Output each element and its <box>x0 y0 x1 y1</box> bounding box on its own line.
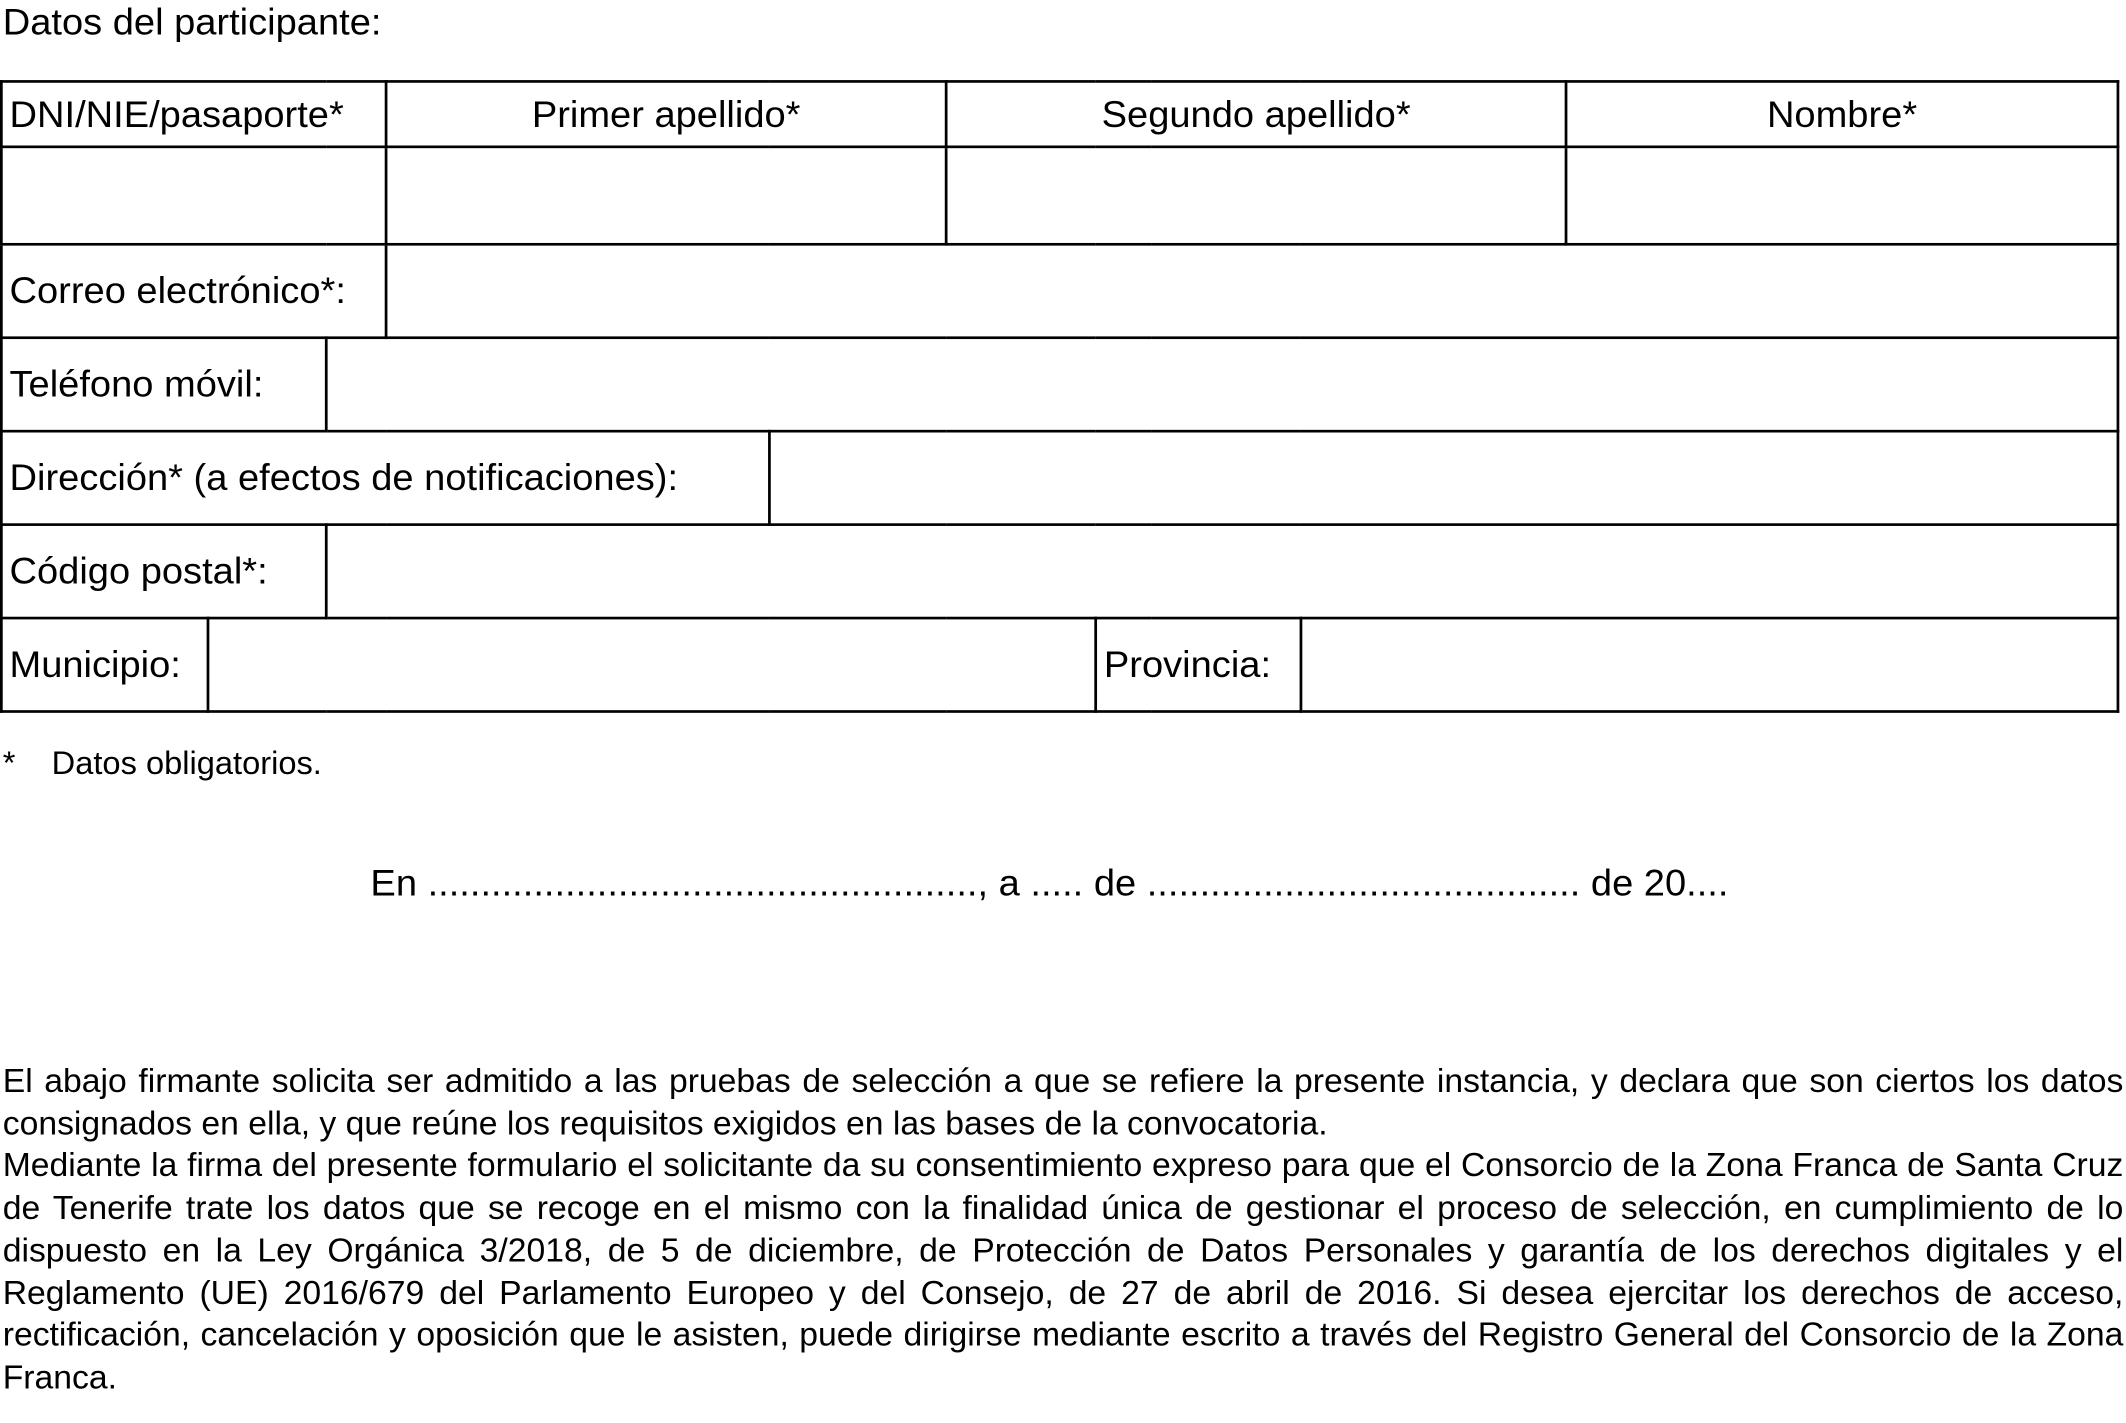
id-document-field[interactable] <box>1 147 386 244</box>
second-surname-field[interactable] <box>946 147 1566 244</box>
phone-label: Teléfono móvil: <box>1 338 326 431</box>
municipality-field[interactable] <box>208 618 1096 711</box>
address-field[interactable] <box>769 431 2118 524</box>
consent-paragraph: Mediante la firma del presente formulario el solicitante da su consentimiento expreso para que el Consorcio de la Zona Franca de Santa Cruz de Tenerife trate los datos que se recoge en el mismo con la finalidad única de gestionar el proceso de selección, en cumplimiento de lo dispuesto en la Ley Orgánica 3/2018, de 5 de diciembre, de Protección de Datos Personales y garantía de los derechos digitales y el Reglamento (UE) 2016/679 del Parlamento Europeo y del Consejo, de 27 de abril de 2016. Si desea ejercitar los derechos de acceso, rectificación, cancelación y oposición que le asisten, puede dirigirse mediante escrito a través del Registro General del Consorcio de la Zona Franca. <box>2 1148 2124 1397</box>
email-field[interactable] <box>386 244 2118 337</box>
participant-data-table <box>0 80 2119 713</box>
mandatory-note-text: Datos obligatorios. <box>51 746 322 783</box>
name-field[interactable] <box>1566 147 2118 244</box>
municipality-label: Municipio: <box>1 618 208 711</box>
address-label: Dirección* (a efectos de notificaciones): <box>1 431 769 524</box>
province-field[interactable] <box>1301 618 2118 711</box>
declaration-text <box>3 1061 2124 1400</box>
postal-code-field[interactable] <box>326 525 2118 618</box>
header-second-surname: Segundo apellido* <box>946 81 1566 146</box>
phone-field[interactable] <box>326 338 2118 431</box>
mandatory-asterisk: * <box>2 746 16 783</box>
place-date-line: En ...................................................., a ..... de ......................................... de 20.... <box>370 862 1729 904</box>
province-label: Provincia: <box>1096 618 1301 711</box>
header-name: Nombre* <box>1566 81 2118 146</box>
header-first-surname: Primer apellido* <box>386 81 946 146</box>
header-id-document: DNI/NIE/pasaporte* <box>1 81 386 146</box>
email-label: Correo electrónico*: <box>1 244 386 337</box>
declaration-paragraph: El abajo firmante solicita ser admitido a las pruebas de selección a que se refiere la presente instancia, y declara que son ciertos los datos consignados en ella, y que reúne los requisitos exigidos en las bases de la convocatoria. <box>2 1063 2124 1143</box>
first-surname-field[interactable] <box>386 147 946 244</box>
section-title: Datos del participante: <box>2 1 382 43</box>
mandatory-note <box>3 745 322 785</box>
postal-code-label: Código postal*: <box>1 525 326 618</box>
